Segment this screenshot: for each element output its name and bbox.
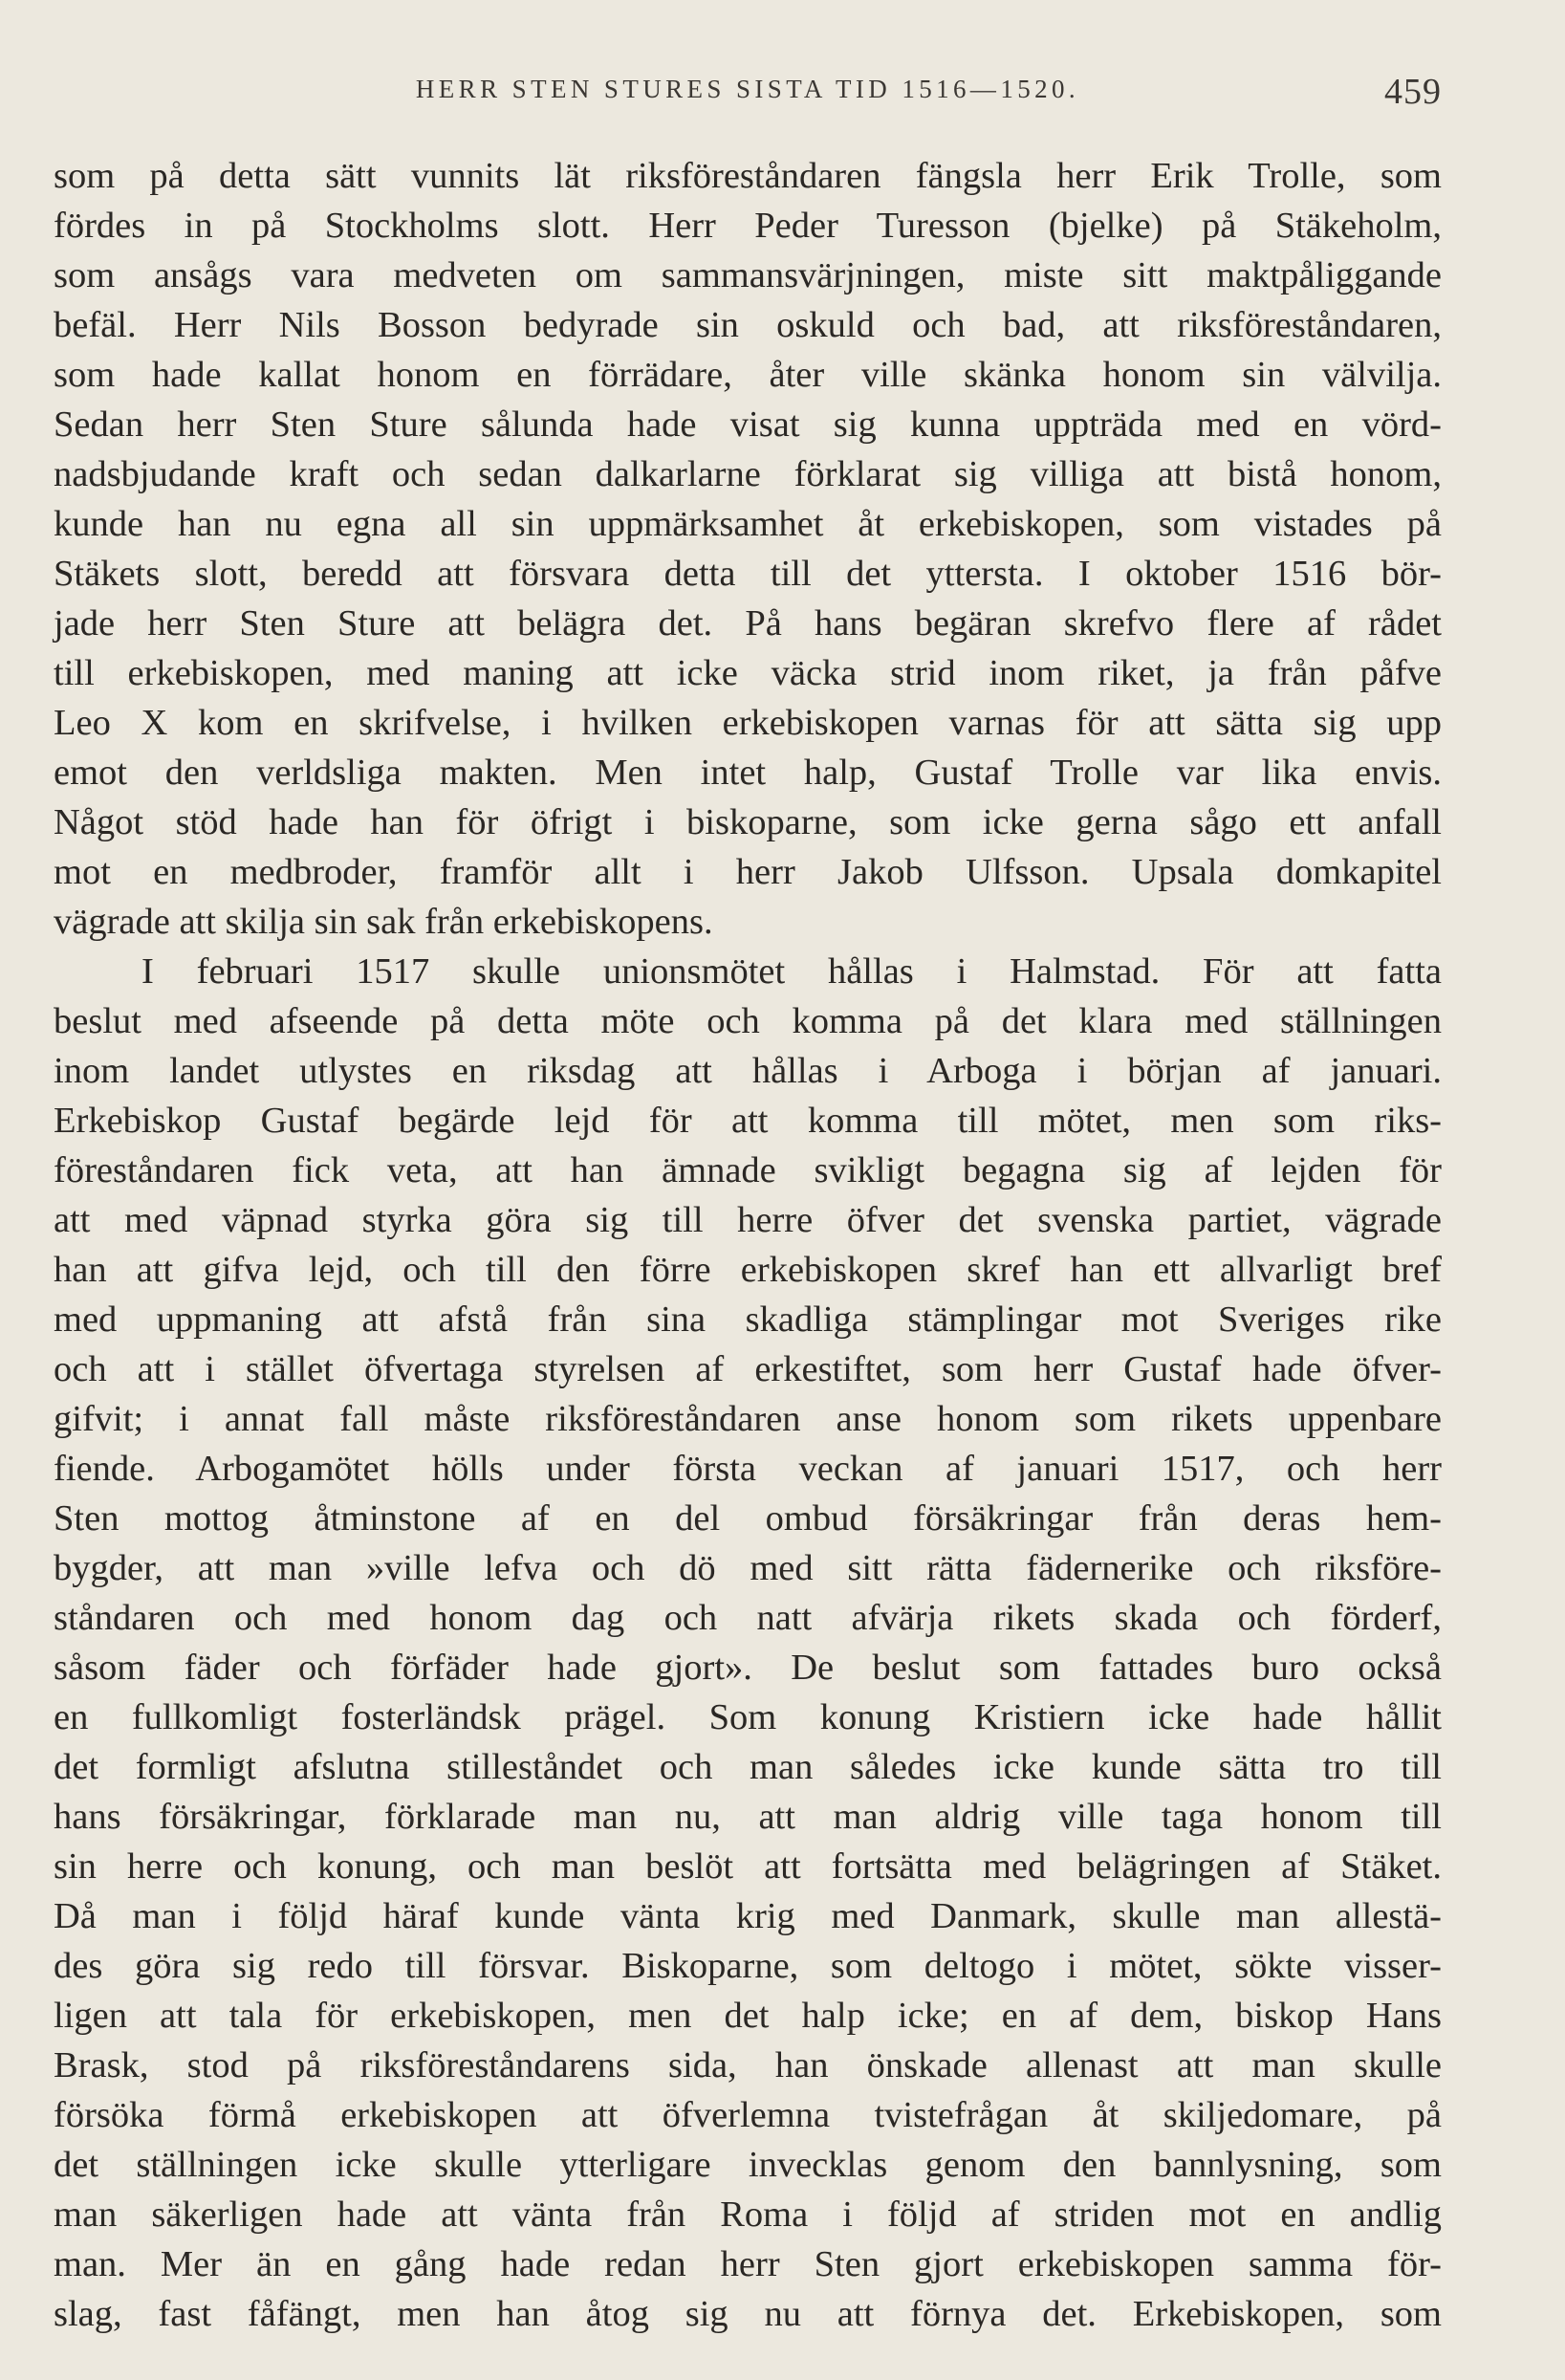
paragraph-end-line: vägrade att skilja sin sak från erkebiskopens. (54, 902, 713, 942)
text-line: beslut med afseende på detta möte och komma på det klara med ställningen (54, 1001, 1442, 1041)
text-line: till erkebiskopen, med maning att icke väcka strid inom riket, ja från påfve (54, 653, 1442, 693)
text-line: det ställningen icke skulle ytterligare invecklas genom den bannlysning, som (54, 2145, 1442, 2185)
text-line: bygder, att man »ville lefva och dö med sitt rätta fädernerike och riksföre- (54, 1548, 1442, 1588)
text-line: sin herre och konung, och man beslöt att fortsätta med belägringen af Stäket. (54, 1846, 1442, 1887)
text-line: han att gifva lejd, och till den förre erkebiskopen skref han ett allvarligt bref (54, 1250, 1442, 1290)
text-line: mot en medbroder, framför allt i herr Jakob Ulfsson. Upsala domkapitel (54, 852, 1442, 892)
text-line: med uppmaning att afstå från sina skadliga stämplingar mot Sveriges rike (54, 1299, 1442, 1340)
text-line: ståndaren och med honom dag och natt afvärja rikets skada och förderf, (54, 1598, 1442, 1638)
page-number: 459 (1384, 72, 1442, 112)
text-line: man. Mer än en gång hade redan herr Sten gjort erkebiskopen samma för- (54, 2244, 1442, 2284)
text-line: slag, fast fåfängt, men han åtog sig nu att förnya det. Erkebiskopen, som (54, 2294, 1442, 2334)
paragraph-start-line: I februari 1517 skulle unionsmötet hållas i Halmstad. För att fatta (141, 951, 1442, 992)
text-line: som på detta sätt vunnits lät riksföreståndaren fängsla herr Erik Trolle, som (54, 156, 1442, 196)
text-line: befäl. Herr Nils Bosson bedyrade sin oskuld och bad, att riksföreståndaren, (54, 305, 1442, 345)
text-line: kunde han nu egna all sin uppmärksamhet åt erkebiskopen, som vistades på (54, 504, 1442, 544)
text-line: som ansågs vara medveten om sammansvärjningen, miste sitt maktpåliggande (54, 255, 1442, 295)
text-line: inom landet utlystes en riksdag att hållas i Arboga i början af januari. (54, 1051, 1442, 1091)
text-line: ligen att tala för erkebiskopen, men det halp icke; en af dem, biskop Hans (54, 1996, 1442, 2036)
text-line: såsom fäder och förfäder hade gjort». De beslut som fattades buro också (54, 1648, 1442, 1688)
text-line: Leo X kom en skrifvelse, i hvilken erkebiskopen varnas för att sätta sig upp (54, 703, 1442, 743)
text-line: Något stöd hade han för öfrigt i biskoparne, som icke gerna sågo ett anfall (54, 802, 1442, 842)
text-line: försöka förmå erkebiskopen att öfverlemna tvistefrågan åt skiljedomare, på (54, 2095, 1442, 2135)
text-line: Sedan herr Sten Sture sålunda hade visat sig kunna uppträda med en vörd- (54, 404, 1442, 445)
text-line: jade herr Sten Sture att belägra det. På hans begäran skrefvo flere af rådet (54, 603, 1442, 644)
text-line: Stäkets slott, beredd att försvara detta till det yttersta. I oktober 1516 bör- (54, 554, 1442, 594)
text-line: nadsbjudande kraft och sedan dalkarlarne förklarat sig villiga att bistå honom, (54, 454, 1442, 494)
text-line: fiende. Arbogamötet hölls under första veckan af januari 1517, och herr (54, 1449, 1442, 1489)
text-line: och att i stället öfvertaga styrelsen af erkestiftet, som herr Gustaf hade öfver- (54, 1349, 1442, 1389)
text-line: Då man i följd häraf kunde vänta krig med Danmark, skulle man allestä- (54, 1896, 1442, 1936)
text-line: fördes in på Stockholms slott. Herr Peder Turesson (bjelke) på Stäkeholm, (54, 206, 1442, 246)
text-line: hans försäkringar, förklarade man nu, att man aldrig ville taga honom till (54, 1797, 1442, 1837)
text-line: des göra sig redo till försvar. Biskoparne, som deltogo i mötet, sökte visser- (54, 1946, 1442, 1986)
running-head (54, 72, 1442, 117)
text-line: man säkerligen hade att vänta från Roma i följd af striden mot en andlig (54, 2194, 1442, 2235)
text-line: Erkebiskop Gustaf begärde lejd för att komma till mötet, men som riks- (54, 1101, 1442, 1141)
text-line: emot den verldsliga makten. Men intet halp, Gustaf Trolle var lika envis. (54, 753, 1442, 793)
text-line: en fullkomligt fosterländsk prägel. Som konung Kristiern icke hade hållit (54, 1697, 1442, 1737)
running-title: HERR STEN STURES SISTA TID 1516—1520. (415, 75, 1080, 103)
text-line: att med väpnad styrka göra sig till herre öfver det svenska partiet, vägrade (54, 1200, 1442, 1240)
body-text (54, 151, 1442, 2339)
text-line: som hade kallat honom en förrädare, åter ville skänka honom sin välvilja. (54, 355, 1442, 395)
text-line: föreståndaren fick veta, att han ämnade svikligt begagna sig af lejden för (54, 1150, 1442, 1190)
text-line: det formligt afslutna stilleståndet och man således icke kunde sätta tro till (54, 1747, 1442, 1787)
text-line: Sten mottog åtminstone af en del ombud försäkringar från deras hem- (54, 1498, 1442, 1539)
text-line: Brask, stod på riksföreståndarens sida, han önskade allenast att man skulle (54, 2045, 1442, 2085)
text-line: gifvit; i annat fall måste riksföreståndaren anse honom som rikets uppenbare (54, 1399, 1442, 1439)
